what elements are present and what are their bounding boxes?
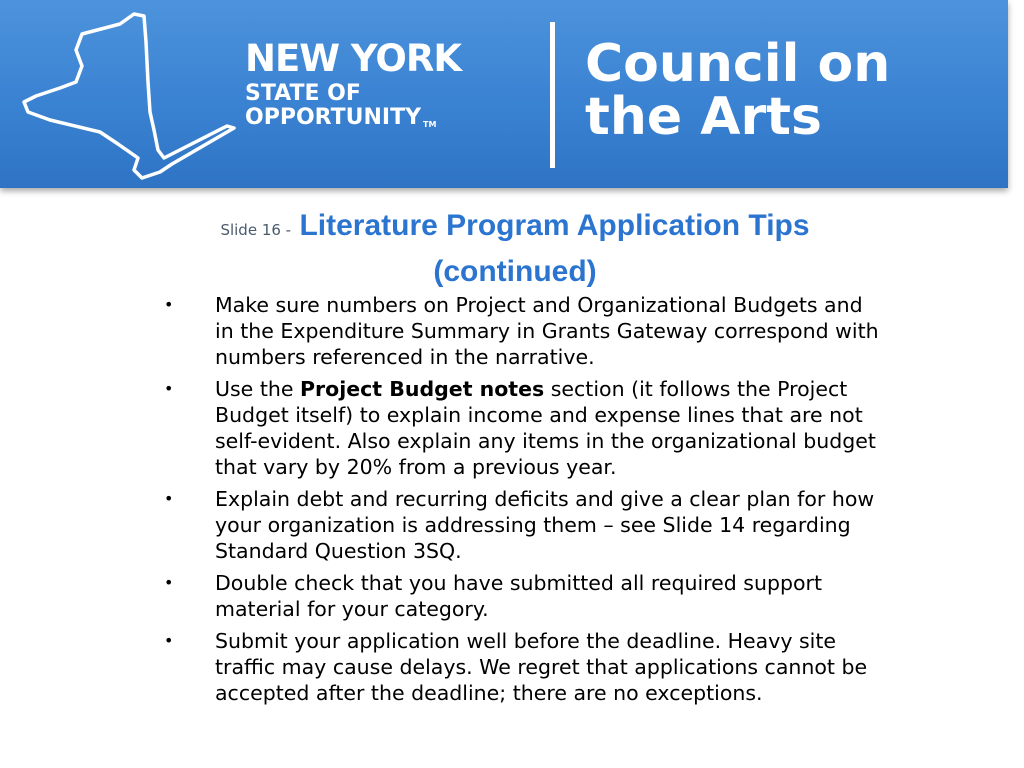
nys-logo-text — [245, 37, 462, 131]
council-line-2: the Arts — [585, 87, 822, 148]
slide-title-text: Literature Program Application Tips (continued) — [299, 209, 810, 288]
bullet-icon: • — [164, 631, 174, 650]
list-item — [160, 486, 880, 564]
bullet-icon: • — [164, 295, 174, 314]
bullet-icon: • — [164, 489, 174, 508]
list-item-bold-term: Project Budget notes — [299, 377, 545, 401]
list-item-text-post: section (it follows the Project Budget itself) to explain income and expense lines that are not self-evident. Also explain any items in the organizational budget that vary by 20% from a previous year. — [215, 377, 876, 479]
council-line-1: Council on — [585, 34, 891, 94]
council-on-the-arts-logo-text — [585, 34, 891, 148]
list-item-text: Explain debt and recurring deficits and give a clear plan for how your organization is addressing them – see Slide 14 regarding Standard Question 3SQ. — [215, 487, 875, 563]
list-item-text: Double check that you have submitted all required support material for your category. — [215, 571, 822, 621]
slide-number-label: Slide 16 - — [220, 221, 292, 239]
new-york-state-outline-icon — [22, 12, 262, 182]
list-item-text-pre: Use the — [215, 377, 300, 401]
bullet-icon: • — [164, 379, 174, 398]
list-item-text: Submit your application well before the deadline. Heavy site traffic may cause delays. We regret that applications cannot be accepted after the deadline; there are no exceptions. — [215, 629, 868, 705]
list-item — [160, 570, 880, 622]
slide-title — [170, 205, 860, 293]
list-item-text: Make sure numbers on Project and Organizational Budgets and in the Expenditure Summary in Grants Gateway correspond with numbers referenced in the narrative. — [215, 293, 879, 369]
list-item — [160, 292, 880, 370]
logo-divider — [550, 22, 555, 168]
header-banner — [0, 0, 1008, 188]
tips-list — [160, 292, 880, 712]
logo-line-opportunity — [245, 107, 461, 129]
logo-trademark: TM — [423, 120, 437, 129]
bullet-icon: • — [164, 573, 174, 592]
logo-line-new-york: NEW YORK — [245, 37, 462, 80]
list-item — [160, 376, 880, 480]
list-item — [160, 628, 880, 706]
logo-opportunity-word: OPPORTUNITY — [245, 105, 422, 130]
logo-line-state-of: STATE OF — [245, 81, 361, 106]
